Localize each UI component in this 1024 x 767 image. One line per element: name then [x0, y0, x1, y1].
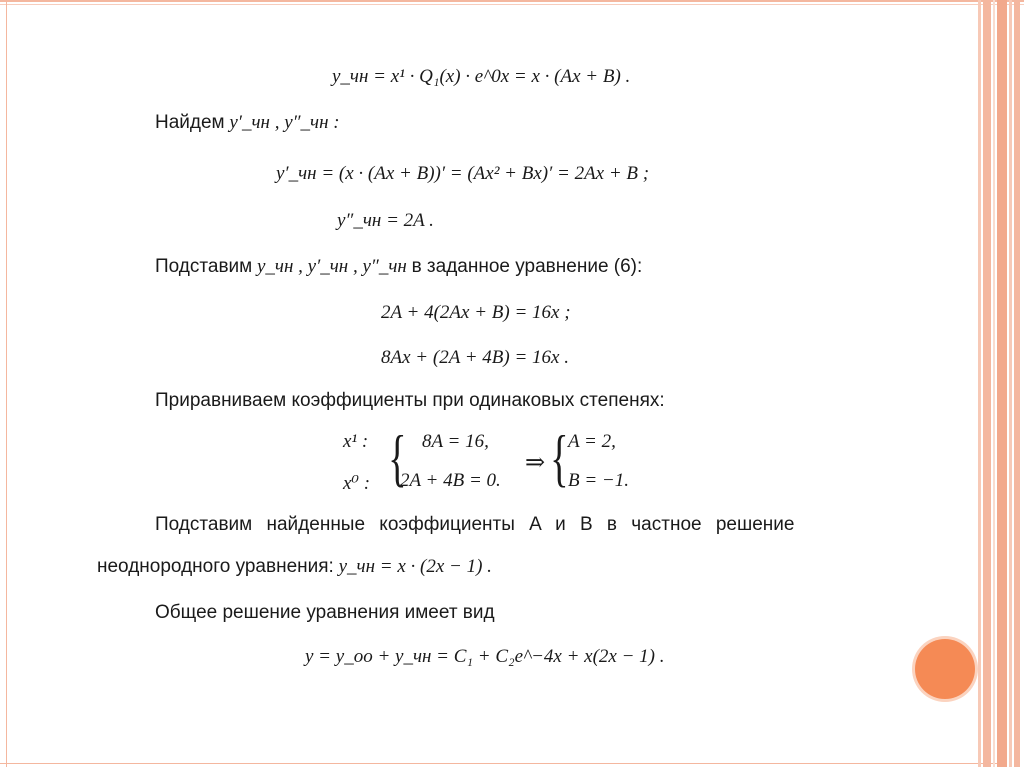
substitute-tail: в заданное уравнение (6): — [411, 256, 643, 277]
equation-second-derivative: y″_чн = 2A . — [337, 210, 434, 231]
paragraph-line-1: Подставим найденные коэффициенты A и B в частное решение — [155, 514, 795, 535]
substitute-line — [155, 256, 642, 278]
equation-grouped: 8Ax + (2A + 4B) = 16x . — [381, 347, 569, 368]
system-result-1: A = 2, — [568, 431, 616, 452]
system-brace-left: { — [388, 422, 407, 493]
system-brace-right: { — [550, 422, 569, 493]
system-label-x0: x⁰ : — [343, 473, 371, 494]
system-equation-2: 2A + 4B = 0. — [400, 470, 501, 491]
system-result-2: B = −1. — [568, 470, 629, 491]
substitute-label: Подставим — [155, 256, 253, 277]
paragraph-line-2-math: y_чн = x · (2x − 1) . — [338, 556, 492, 577]
substitute-math: y_чн , y′_чн , y″_чн — [256, 256, 407, 277]
equation-general-solution: y = y_оо + y_чн = C₁ + C₂e^−4x + x(2x − 1) . — [305, 646, 665, 667]
paragraph-line-2 — [97, 556, 492, 578]
find-math: y′_чн , y″_чн : — [229, 112, 340, 133]
find-derivatives-line — [155, 112, 340, 134]
system-equation-1: 8A = 16, — [422, 431, 489, 452]
coefficients-text: Приравниваем коэффициенты при одинаковых степенях: — [155, 390, 665, 411]
implies-arrow: ⇒ — [525, 450, 546, 476]
equation-substituted: 2A + 4(2Ax + B) = 16x ; — [381, 302, 571, 323]
find-label: Найдем — [155, 112, 225, 133]
general-solution-text: Общее решение уравнения имеет вид — [155, 602, 495, 623]
paragraph-line-2-text: неоднородного уравнения: — [97, 556, 334, 577]
equation-particular-form: y_чн = x¹ · Q₁(x) · e^0x = x · (Ax + B) . — [332, 66, 631, 87]
system-label-x1: x¹ : — [343, 431, 369, 452]
equation-first-derivative: y′_чн = (x · (Ax + B))′ = (Ax² + Bx)′ = 2Ax + B ; — [276, 163, 650, 184]
